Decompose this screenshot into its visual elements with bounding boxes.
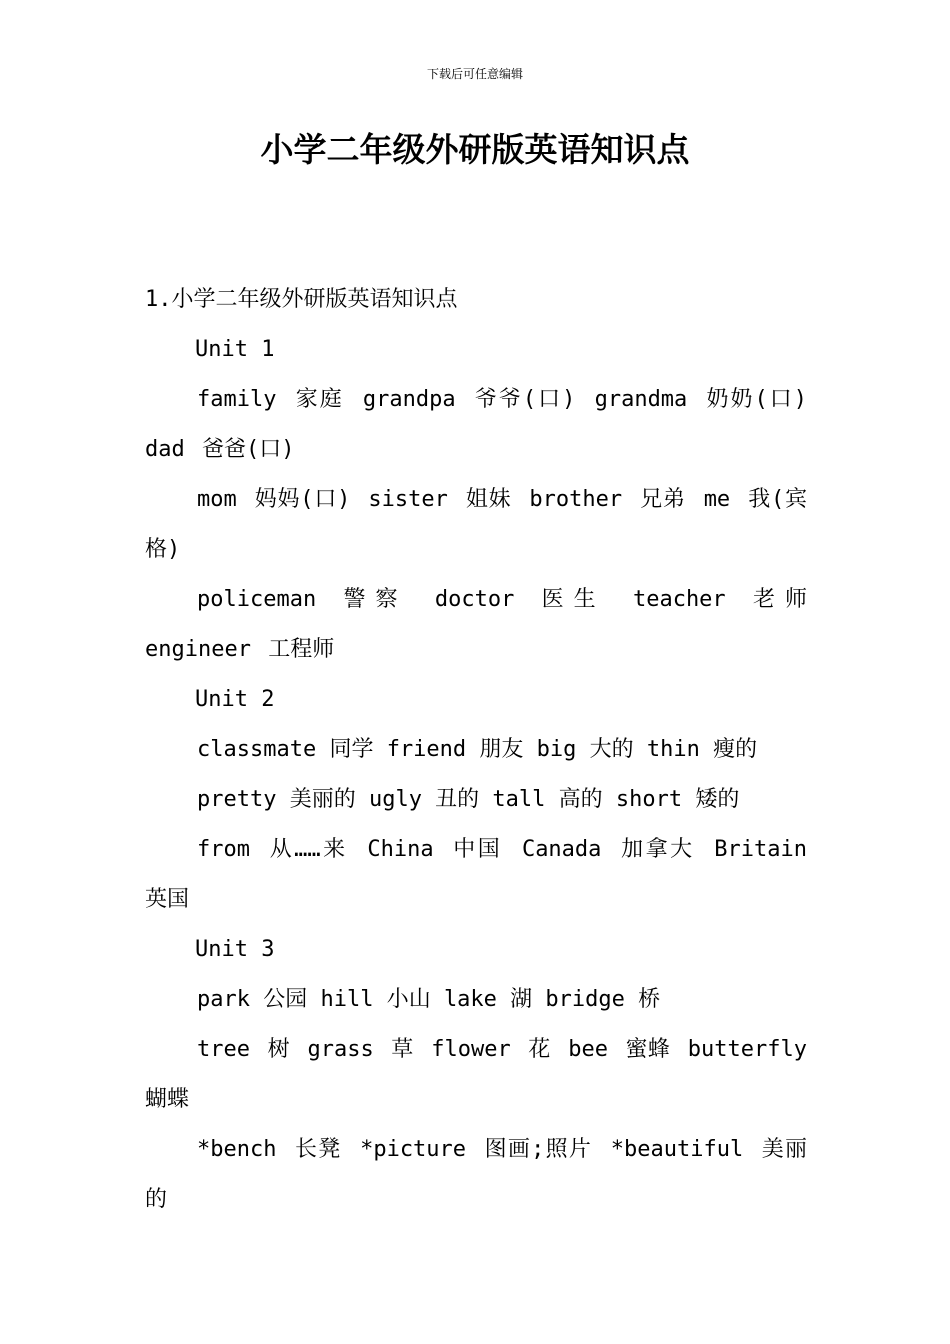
unit-3-vocab-line-3: *bench 长凳 *picture 图画;照片 *beautiful 美丽的 [145, 1137, 807, 1212]
unit-2-vocab-line-2: pretty 美丽的 ugly 丑的 tall 高的 short 矮的 [197, 787, 740, 812]
section-heading: 1.小学二年级外研版英语知识点 [145, 287, 458, 312]
unit-2-vocab-line-1: classmate 同学 friend 朋友 big 大的 thin 瘦的 [197, 737, 758, 762]
document-title: 小学二年级外研版英语知识点 [260, 130, 690, 169]
unit-2-heading: Unit 2 [195, 687, 275, 712]
unit-2-vocab-line-3: from 从……来 China 中国 Canada 加拿大 Britain 英国 [145, 837, 807, 912]
header-note: 下载后可任意编辑 [426, 67, 523, 81]
document-body [145, 275, 807, 1225]
unit-3-vocab-line-1: park 公园 hill 小山 lake 湖 bridge 桥 [197, 987, 661, 1012]
unit-1-vocab-line-1: family 家庭 grandpa 爷爷(口) grandma 奶奶(口) dad 爸爸(口) [145, 387, 807, 462]
unit-1-heading: Unit 1 [195, 337, 275, 362]
unit-3-vocab-line-2: tree 树 grass 草 flower 花 bee 蜜蜂 butterfly 蝴蝶 [145, 1037, 807, 1112]
unit-3-heading: Unit 3 [195, 937, 275, 962]
unit-1-vocab-line-3: policeman 警察 doctor 医生 teacher 老师 engineer 工程师 [145, 587, 807, 662]
unit-1-vocab-line-2: mom 妈妈(口) sister 姐妹 brother 兄弟 me 我(宾格) [145, 487, 807, 562]
